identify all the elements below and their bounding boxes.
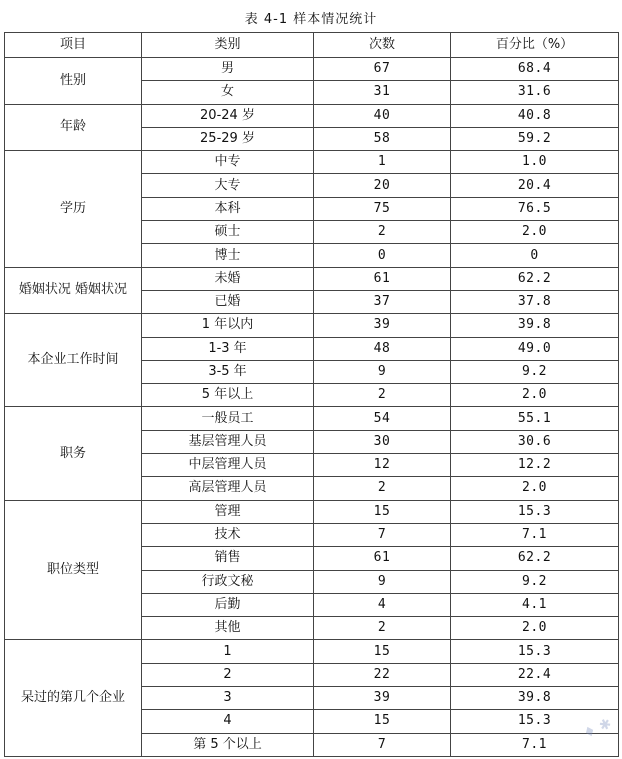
percent-cell: 2.0 — [451, 221, 619, 244]
category-cell: 基层管理人员 — [142, 430, 314, 453]
category-cell: 2 — [142, 663, 314, 686]
percent-cell: 7.1 — [451, 733, 619, 756]
percent-cell: 76.5 — [451, 197, 619, 220]
count-cell: 37 — [314, 290, 451, 313]
category-cell: 第 5 个以上 — [142, 733, 314, 756]
count-cell: 2 — [314, 384, 451, 407]
category-cell: 博士 — [142, 244, 314, 267]
percent-cell: 2.0 — [451, 384, 619, 407]
count-cell: 7 — [314, 523, 451, 546]
category-cell: 其他 — [142, 617, 314, 640]
percent-cell: 59.2 — [451, 127, 619, 150]
category-cell: 1-3 年 — [142, 337, 314, 360]
group-label: 呆过的第几个企业 — [5, 640, 142, 756]
category-cell: 20-24 岁 — [142, 104, 314, 127]
count-cell: 4 — [314, 593, 451, 616]
group-label: 本企业工作时间 — [5, 314, 142, 407]
table-row — [5, 58, 619, 81]
header-category: 类别 — [142, 33, 314, 58]
percent-cell: 30.6 — [451, 430, 619, 453]
table-row — [5, 104, 619, 127]
table-row — [5, 500, 619, 523]
count-cell: 15 — [314, 640, 451, 663]
category-cell: 销售 — [142, 547, 314, 570]
count-cell: 61 — [314, 547, 451, 570]
count-cell: 15 — [314, 500, 451, 523]
percent-cell: 12.2 — [451, 454, 619, 477]
count-cell: 20 — [314, 174, 451, 197]
group-label: 职务 — [5, 407, 142, 500]
table-caption: 表 4-1 样本情况统计 — [244, 12, 378, 27]
category-cell: 管理 — [142, 500, 314, 523]
table-row — [5, 267, 619, 290]
header-percent: 百分比（%） — [451, 33, 619, 58]
category-cell: 3 — [142, 687, 314, 710]
count-cell: 12 — [314, 454, 451, 477]
percent-cell: 9.2 — [451, 570, 619, 593]
percent-cell: 22.4 — [451, 663, 619, 686]
category-cell: 未婚 — [142, 267, 314, 290]
group-label: 年龄 — [5, 104, 142, 151]
count-cell: 2 — [314, 477, 451, 500]
percent-cell: 0 — [451, 244, 619, 267]
count-cell: 1 — [314, 151, 451, 174]
category-cell: 后勤 — [142, 593, 314, 616]
count-cell: 2 — [314, 221, 451, 244]
category-cell: 5 年以上 — [142, 384, 314, 407]
category-cell: 高层管理人员 — [142, 477, 314, 500]
table-row — [5, 640, 619, 663]
count-cell: 9 — [314, 360, 451, 383]
count-cell: 67 — [314, 58, 451, 81]
count-cell: 54 — [314, 407, 451, 430]
count-cell: 61 — [314, 267, 451, 290]
percent-cell: 9.2 — [451, 360, 619, 383]
count-cell: 48 — [314, 337, 451, 360]
count-cell: 40 — [314, 104, 451, 127]
percent-cell: 4.1 — [451, 593, 619, 616]
header-count: 次数 — [314, 33, 451, 58]
category-cell: 25-29 岁 — [142, 127, 314, 150]
percent-cell: 7.1 — [451, 523, 619, 546]
percent-cell: 20.4 — [451, 174, 619, 197]
count-cell: 2 — [314, 617, 451, 640]
group-label: 性别 — [5, 58, 142, 105]
count-cell: 22 — [314, 663, 451, 686]
count-cell: 39 — [314, 687, 451, 710]
count-cell: 39 — [314, 314, 451, 337]
category-cell: 女 — [142, 81, 314, 104]
count-cell: 58 — [314, 127, 451, 150]
percent-cell: 55.1 — [451, 407, 619, 430]
percent-cell: 62.2 — [451, 267, 619, 290]
category-cell: 3-5 年 — [142, 360, 314, 383]
category-cell: 本科 — [142, 197, 314, 220]
category-cell: 大专 — [142, 174, 314, 197]
group-label: 婚姻状况 婚姻状况 — [5, 267, 142, 314]
table-row — [5, 314, 619, 337]
group-label: 学历 — [5, 151, 142, 267]
category-cell: 男 — [142, 58, 314, 81]
percent-cell: 15.3 — [451, 710, 619, 733]
percent-cell: 37.8 — [451, 290, 619, 313]
percent-cell: 15.3 — [451, 500, 619, 523]
percent-cell: 68.4 — [451, 58, 619, 81]
count-cell: 75 — [314, 197, 451, 220]
category-cell: 行政文秘 — [142, 570, 314, 593]
category-cell: 1 年以内 — [142, 314, 314, 337]
category-cell: 已婚 — [142, 290, 314, 313]
count-cell: 7 — [314, 733, 451, 756]
category-cell: 技术 — [142, 523, 314, 546]
percent-cell: 62.2 — [451, 547, 619, 570]
percent-cell: 2.0 — [451, 477, 619, 500]
table-row — [5, 151, 619, 174]
header-item: 项目 — [5, 33, 142, 58]
watermark: ♦ ✱ — [580, 715, 615, 743]
count-cell: 15 — [314, 710, 451, 733]
category-cell: 中层管理人员 — [142, 454, 314, 477]
group-label: 职位类型 — [5, 500, 142, 640]
category-cell: 一般员工 — [142, 407, 314, 430]
count-cell: 9 — [314, 570, 451, 593]
category-cell: 中专 — [142, 151, 314, 174]
percent-cell: 39.8 — [451, 687, 619, 710]
category-cell: 硕士 — [142, 221, 314, 244]
sample-statistics-table — [4, 32, 619, 757]
percent-cell: 40.8 — [451, 104, 619, 127]
count-cell: 0 — [314, 244, 451, 267]
count-cell: 30 — [314, 430, 451, 453]
percent-cell: 1.0 — [451, 151, 619, 174]
count-cell: 31 — [314, 81, 451, 104]
table-row — [5, 407, 619, 430]
percent-cell: 39.8 — [451, 314, 619, 337]
percent-cell: 2.0 — [451, 617, 619, 640]
table-header-row — [5, 33, 619, 58]
percent-cell: 15.3 — [451, 640, 619, 663]
table-body — [5, 58, 619, 757]
category-cell: 4 — [142, 710, 314, 733]
percent-cell: 31.6 — [451, 81, 619, 104]
category-cell: 1 — [142, 640, 314, 663]
percent-cell: 49.0 — [451, 337, 619, 360]
